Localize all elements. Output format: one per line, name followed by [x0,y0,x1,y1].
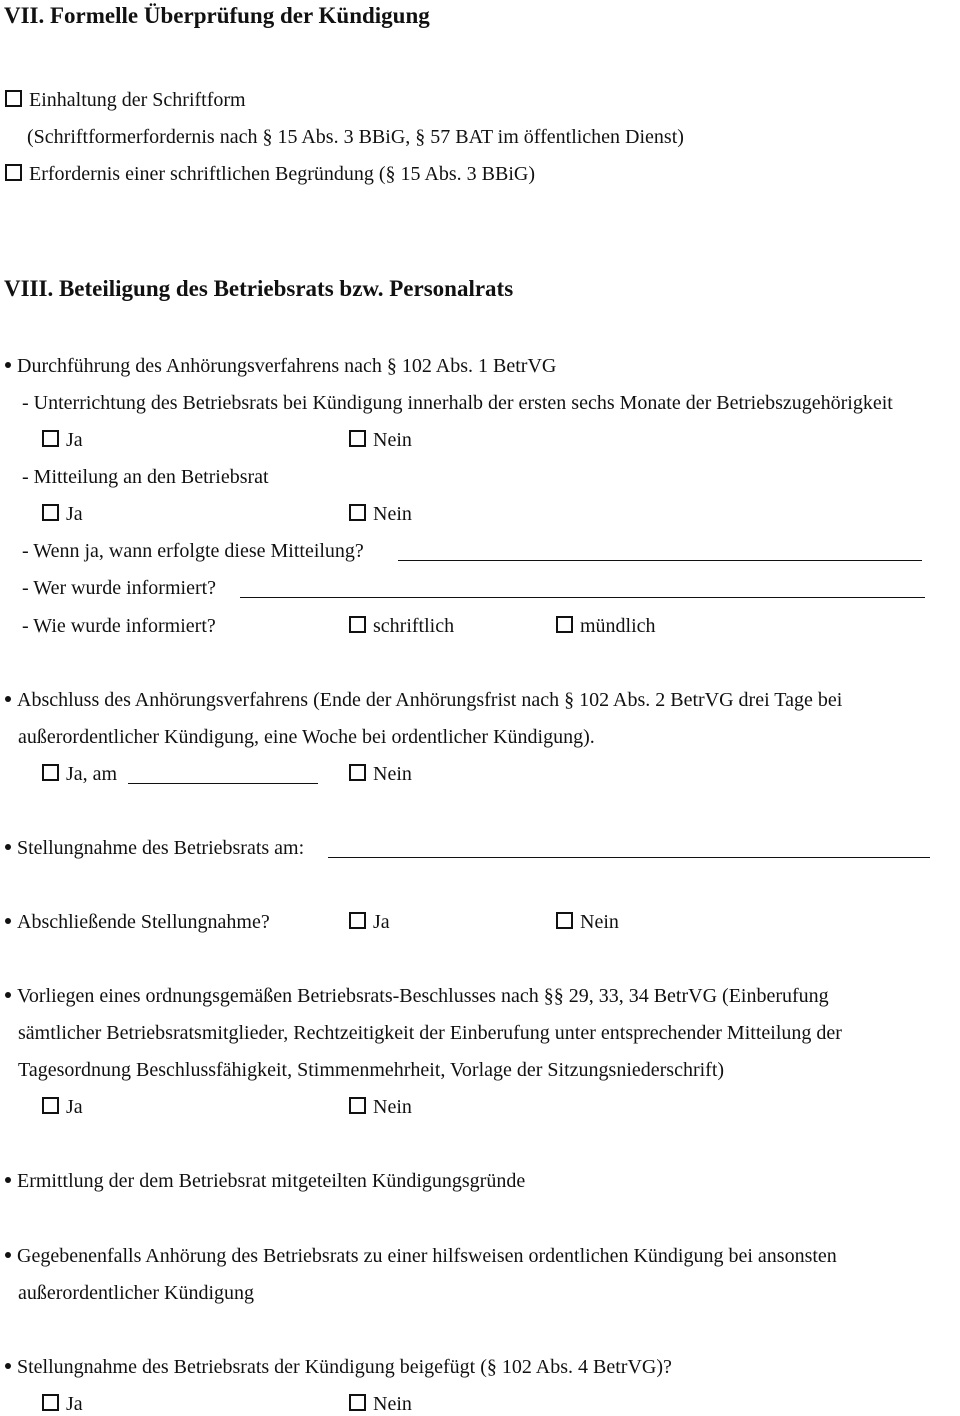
checkbox-label: Einhaltung der Schriftform [29,89,246,111]
bullet-icon [5,992,11,998]
checkbox-label: Ja [66,503,83,525]
checkbox-label: Nein [373,1096,412,1118]
checkbox-abschliessend-ja[interactable] [349,910,390,934]
question-unterrichtung: - Unterrichtung des Betriebsrats bei Kündigung innerhalb der ersten sechs Monate der Betriebszugehörigkeit [22,392,893,414]
bullet-icon [5,696,11,702]
bullet-text: Stellungnahme des Betriebsrats der Kündigung beigefügt (§ 102 Abs. 4 BetrVG)? [17,1356,672,1378]
bullet-beschluss [5,984,829,1008]
schriftform-detail: (Schriftformerfordernis nach § 15 Abs. 3 BBiG, § 57 BAT im öffentlichen Dienst) [27,126,684,148]
checkbox-schriftlich[interactable] [349,614,454,638]
bullet-text: Vorliegen eines ordnungsgemäßen Betriebsrats-Beschlusses nach §§ 29, 33, 34 BetrVG (Einberufung [17,985,829,1007]
checkbox-icon[interactable] [349,430,366,447]
checkbox-icon[interactable] [349,1394,366,1411]
checkbox-abschluss-nein[interactable] [349,762,412,786]
question-wann: - Wenn ja, wann erfolgte diese Mitteilung? [22,540,364,562]
checkbox-icon[interactable] [5,164,22,181]
bullet-icon [5,362,11,368]
bullet-text: Abschließende Stellungnahme? [17,911,270,933]
answer-line-stellungnahme[interactable] [328,857,930,858]
bullet-icon [5,1177,11,1183]
checkbox-icon[interactable] [349,616,366,633]
checkbox-icon[interactable] [556,912,573,929]
section-heading-viii: VIII. Beteiligung des Betriebsrats bzw. Personalrats [4,276,514,301]
bullet-text: Durchführung des Anhörungsverfahrens nach § 102 Abs. 1 BetrVG [17,355,557,377]
checkbox-label: Ja, am [66,763,118,785]
bullet-hilfsweise-cont: außerordentlicher Kündigung [18,1282,255,1304]
checkbox-icon[interactable] [349,764,366,781]
checkbox-unterrichtung-ja[interactable] [42,428,83,452]
checkbox-begruendung[interactable] [5,162,535,186]
bullet-stellungnahme [5,836,304,860]
checkbox-beigefuegt-nein[interactable] [349,1392,412,1416]
checkbox-abschliessend-nein[interactable] [556,910,619,934]
checkbox-unterrichtung-nein[interactable] [349,428,412,452]
checkbox-muendlich[interactable] [556,614,656,638]
question-wie: - Wie wurde informiert? [22,615,216,637]
checkbox-label: Ja [66,429,83,451]
checkbox-mitteilung-nein[interactable] [349,502,412,526]
bullet-text: Gegebenenfalls Anhörung des Betriebsrats zu einer hilfsweisen ordentlichen Kündigung bei ansonsten [17,1245,837,1267]
checkbox-label: Nein [373,763,412,785]
checkbox-icon[interactable] [349,504,366,521]
checkbox-beschluss-nein[interactable] [349,1095,412,1119]
answer-line-datum[interactable] [128,783,318,784]
checkbox-label: schriftlich [373,615,455,637]
checkbox-beigefuegt-ja[interactable] [42,1392,83,1416]
question-mitteilung: - Mitteilung an den Betriebsrat [22,466,269,488]
bullet-icon [5,918,11,924]
checkbox-label: Nein [373,429,412,451]
bullet-icon [5,1252,11,1258]
checkbox-icon[interactable] [5,90,22,107]
checkbox-icon[interactable] [349,912,366,929]
checkbox-icon[interactable] [42,430,59,447]
bullet-beigefuegt [5,1355,672,1379]
checkbox-icon[interactable] [556,616,573,633]
checkbox-icon[interactable] [42,1394,59,1411]
checkbox-icon[interactable] [349,1097,366,1114]
checkbox-label: Nein [373,1393,412,1415]
checkbox-label: Nein [373,503,412,525]
bullet-icon [5,844,11,850]
bullet-icon [5,1363,11,1369]
question-wer: - Wer wurde informiert? [22,577,217,599]
checkbox-label: Erfordernis einer schriftlichen Begründung (§ 15 Abs. 3 BBiG) [29,163,536,185]
bullet-abschluss [5,688,842,712]
checkbox-beschluss-ja[interactable] [42,1095,83,1119]
answer-line-wann[interactable] [398,560,922,561]
checkbox-label: mündlich [580,615,656,637]
bullet-beschluss-cont: sämtlicher Betriebsratsmitglieder, Rechtzeitigkeit der Einberufung unter entsprechender Mitteilung der [18,1022,842,1044]
checkbox-label: Nein [580,911,619,933]
checkbox-icon[interactable] [42,504,59,521]
bullet-hilfsweise [5,1244,837,1268]
bullet-ermittlung [5,1169,525,1193]
checkbox-label: Ja [66,1096,83,1118]
checkbox-icon[interactable] [42,764,59,781]
checkbox-label: Ja [66,1393,83,1415]
bullet-text: Ermittlung der dem Betriebsrat mitgeteilten Kündigungsgründe [17,1170,526,1192]
bullet-abschliessend [5,910,270,934]
checkbox-icon[interactable] [42,1097,59,1114]
checkbox-schriftform[interactable] [5,88,246,112]
bullet-text: Stellungnahme des Betriebsrats am: [17,837,305,859]
bullet-abschluss-cont: außerordentlicher Kündigung, eine Woche bei ordentlicher Kündigung). [18,726,595,748]
bullet-text: Abschluss des Anhörungsverfahrens (Ende der Anhörungsfrist nach § 102 Abs. 2 BetrVG drei Tage bei [17,689,843,711]
checkbox-mitteilung-ja[interactable] [42,502,83,526]
bullet-anhoerung [5,354,556,378]
section-heading-vii: VII. Formelle Überprüfung der Kündigung [4,3,430,28]
checkbox-label: Ja [373,911,390,933]
bullet-beschluss-cont: Tagesordnung Beschlussfähigkeit, Stimmenmehrheit, Vorlage der Sitzungsniederschrift) [18,1059,725,1081]
answer-line-wer[interactable] [240,597,925,598]
checkbox-abschluss-ja[interactable] [42,762,117,786]
